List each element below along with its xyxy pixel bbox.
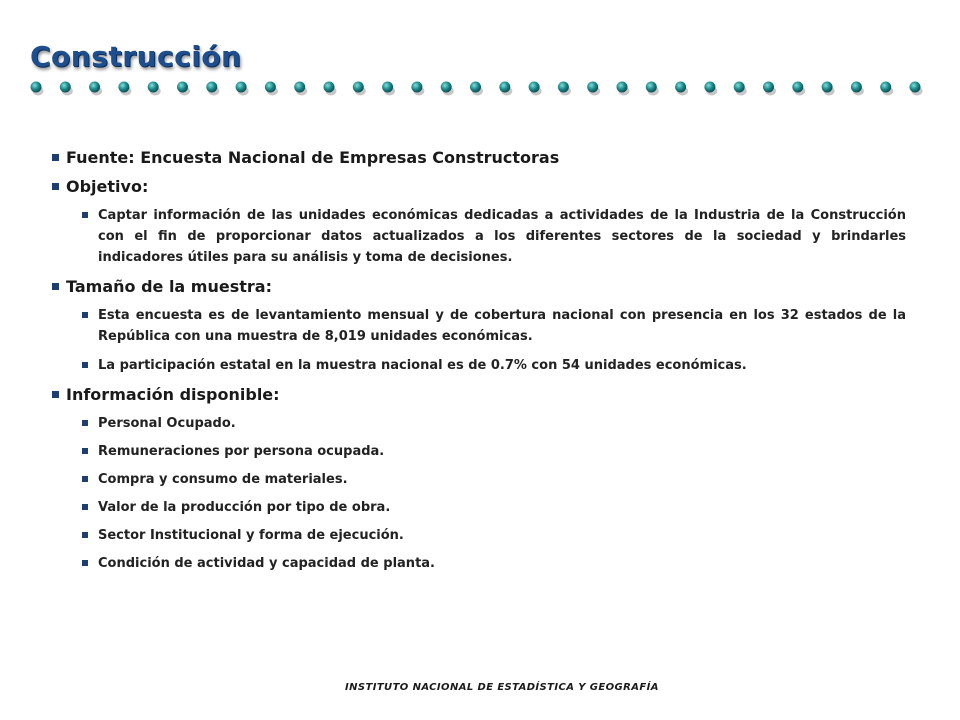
- divider-dot: [646, 82, 657, 93]
- divider-dot: [734, 82, 745, 93]
- section-label: Tamaño de la muestra:: [66, 277, 272, 296]
- divider-dot: [441, 82, 452, 93]
- list-item: [82, 525, 906, 546]
- slide-content: [52, 148, 906, 574]
- divider-dot: [89, 82, 100, 93]
- list-item-text: Remuneraciones por persona ocupada.: [98, 444, 385, 459]
- divider-dot: [353, 82, 364, 93]
- list-item: [82, 441, 906, 462]
- divider-dot: [499, 82, 510, 93]
- list-item-text: Esta encuesta es de levantamiento mensual y de cobertura nacional con presencia en los 32 estados de la República con una muestra de 8,019 unidades económicas.: [98, 308, 906, 344]
- list-item-text: Compra y consumo de materiales.: [98, 472, 348, 487]
- section-label: Fuente: Encuesta Nacional de Empresas Constructoras: [66, 148, 560, 167]
- divider-dot: [177, 82, 188, 93]
- divider-dot: [910, 82, 921, 93]
- divider-dot: [294, 82, 305, 93]
- section-label: Objetivo:: [66, 177, 149, 196]
- divider-dot: [236, 82, 247, 93]
- square-bullet-icon: [52, 183, 59, 190]
- list-item: [82, 205, 906, 268]
- square-bullet-icon: [82, 448, 88, 454]
- section-label: Información disponible:: [66, 385, 280, 404]
- square-bullet-icon: [82, 560, 88, 566]
- divider-dot: [382, 82, 393, 93]
- section-tamano-muestra: [52, 277, 906, 297]
- list-item-text: Captar información de las unidades económicas dedicadas a actividades de la Industria de la Construcción con el fin de proporcionar datos actualizados a los diferentes sectores de la sociedad y brindarles indicadores útiles para su análisis y toma de decisiones.: [98, 208, 906, 265]
- divider-dot: [617, 82, 628, 93]
- slide-title: Construcción: [30, 40, 242, 73]
- section-objetivo: [52, 177, 906, 197]
- square-bullet-icon: [82, 212, 88, 218]
- divider-dot: [763, 82, 774, 93]
- divider-dot: [851, 82, 862, 93]
- divider-dot: [704, 82, 715, 93]
- list-item: [82, 553, 906, 574]
- list-item-text: Condición de actividad y capacidad de planta.: [98, 556, 435, 571]
- divider-dot: [31, 82, 42, 93]
- footer-institution-logo-text: INSTITUTO NACIONAL DE ESTADÍSTICA Y GEOGRAFÍA: [345, 682, 659, 693]
- divider-dot: [118, 82, 129, 93]
- divider-dot: [822, 82, 833, 93]
- list-item: [82, 469, 906, 490]
- list-item-text: La participación estatal en la muestra nacional es de 0.7% con 54 unidades económicas.: [98, 358, 747, 373]
- list-item: [82, 497, 906, 518]
- divider-dot: [587, 82, 598, 93]
- divider-dot: [558, 82, 569, 93]
- square-bullet-icon: [82, 476, 88, 482]
- title-dot-divider: [28, 76, 938, 98]
- divider-dot: [206, 82, 217, 93]
- divider-dot: [792, 82, 803, 93]
- section-informacion-disponible: [52, 385, 906, 405]
- divider-dot: [880, 82, 891, 93]
- list-item-text: Sector Institucional y forma de ejecución.: [98, 528, 404, 543]
- list-item: [82, 413, 906, 434]
- divider-dot: [529, 82, 540, 93]
- section-fuente: [52, 148, 906, 168]
- list-item-text: Valor de la producción por tipo de obra.: [98, 500, 391, 515]
- list-item-text: Personal Ocupado.: [98, 416, 236, 431]
- divider-dot: [675, 82, 686, 93]
- divider-dot: [324, 82, 335, 93]
- list-item: [82, 305, 906, 347]
- divider-dot: [60, 82, 71, 93]
- divider-dot: [148, 82, 159, 93]
- divider-dot: [411, 82, 422, 93]
- divider-dot: [470, 82, 481, 93]
- divider-dot: [265, 82, 276, 93]
- square-bullet-icon: [82, 362, 88, 368]
- square-bullet-icon: [82, 532, 88, 538]
- square-bullet-icon: [82, 504, 88, 510]
- square-bullet-icon: [52, 154, 59, 161]
- square-bullet-icon: [52, 391, 59, 398]
- square-bullet-icon: [52, 283, 59, 290]
- square-bullet-icon: [82, 312, 88, 318]
- list-item: [82, 355, 906, 376]
- square-bullet-icon: [82, 420, 88, 426]
